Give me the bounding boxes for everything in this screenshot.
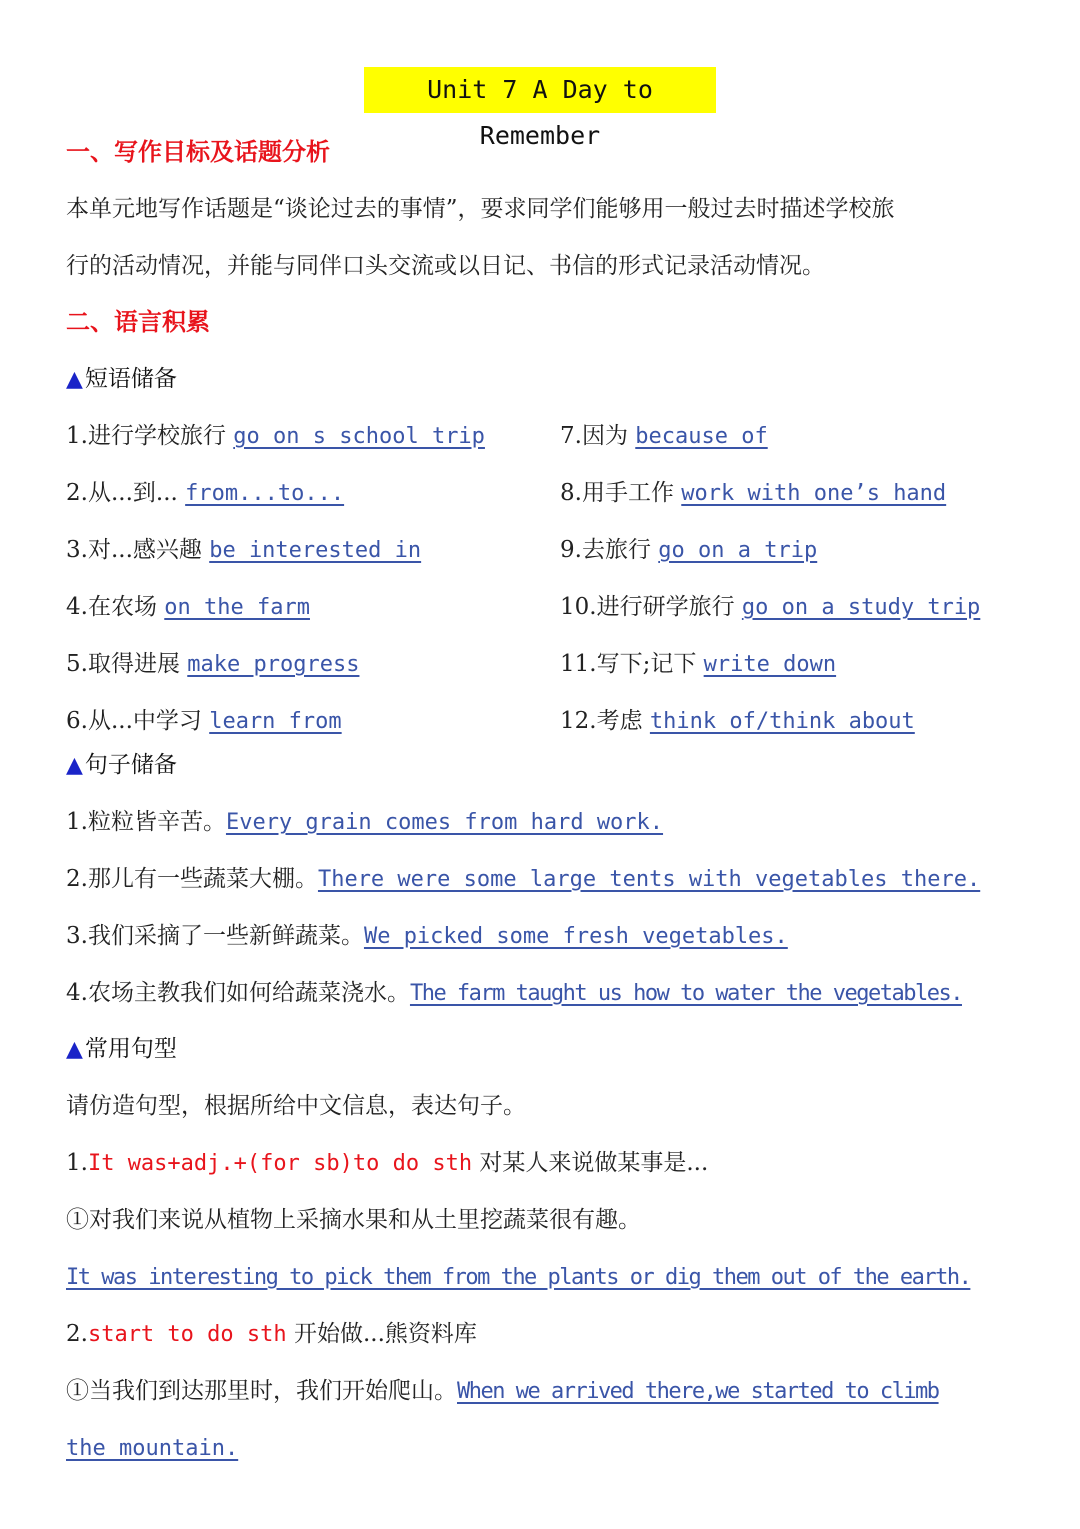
pattern-number: 2. [66, 1321, 88, 1347]
sentence-number: 4. [66, 980, 88, 1006]
phrase-item [66, 421, 485, 452]
sentence-english: Every grain comes from hard work. [225, 810, 664, 835]
pattern-formula: start to do sth [87, 1322, 287, 1347]
pattern-example [66, 1376, 939, 1407]
phrase-item [66, 592, 310, 623]
triangle-bullet-icon: ▲ [66, 1037, 83, 1062]
phrase-english: learn from [209, 709, 342, 734]
section2-heading: 二、语言积累 [66, 307, 210, 336]
pattern-meaning: 开始做...熊资料库 [293, 1321, 477, 1347]
section1-heading: 一、写作目标及话题分析 [66, 137, 330, 166]
sentence-english: The farm taught us how to water the vegetables. [409, 981, 962, 1006]
sentences-title [66, 750, 177, 781]
phrase-english: on the farm [164, 595, 310, 620]
phrase-english: write down [703, 652, 837, 677]
phrase-english: go on a trip [658, 538, 818, 563]
phrase-number: 1. [66, 423, 88, 449]
sentence-item [66, 978, 962, 1009]
phrase-item [66, 649, 359, 680]
phrase-chinese: 考虑 [596, 708, 643, 734]
phrase-number: 8. [560, 480, 582, 506]
pattern-example-english: When we arrived there,we started to climb [457, 1379, 939, 1404]
phrase-english: work with one’s hand [681, 481, 947, 506]
phrase-chinese: 从...到... [87, 480, 178, 506]
sentence-chinese: 农场主教我们如何给蔬菜浇水。 [87, 980, 410, 1006]
phrase-chinese: 从...中学习 [87, 708, 202, 734]
phrase-item [560, 649, 836, 680]
sentence-chinese: 我们采摘了一些新鲜蔬菜。 [87, 923, 364, 949]
phrase-chinese: 对...感兴趣 [87, 537, 202, 563]
phrase-english: because of [635, 424, 768, 449]
sentence-chinese: 那儿有一些蔬菜大棚。 [87, 866, 318, 892]
phrase-english: go on a study trip [741, 595, 981, 620]
phrase-number: 12. [560, 708, 597, 734]
phrase-item [66, 478, 344, 509]
patterns-intro: 请仿造句型，根据所给中文信息，表达句子。 [66, 1093, 526, 1119]
phrase-item [66, 535, 421, 566]
pattern-example-continuation [66, 1433, 238, 1464]
phrase-english: go on s school trip [233, 424, 485, 449]
page-title: Unit 7 A Day to Remember [364, 67, 716, 113]
phrase-chinese: 在农场 [87, 594, 157, 620]
sentence-number: 2. [66, 866, 88, 892]
phrase-chinese: 去旅行 [581, 537, 651, 563]
pattern-meaning: 对某人来说做某事是... [479, 1150, 709, 1176]
phrase-chinese: 进行研学旅行 [596, 594, 735, 620]
phrase-item [560, 706, 915, 737]
phrase-number: 10. [560, 594, 597, 620]
sentence-chinese: 粒粒皆辛苦。 [87, 809, 226, 835]
pattern-example-chinese: ①当我们到达那里时，我们开始爬山。 [66, 1378, 457, 1404]
phrase-item [66, 706, 342, 737]
sentence-item [66, 807, 663, 838]
section1-paragraph-line2: 行的活动情况，并能与同伴口头交流或以日记、书信的形式记录活动情况。 [66, 253, 825, 279]
pattern-example-english-text: It was interesting to pick them from the plants or dig them out of the earth. [66, 1265, 971, 1290]
triangle-bullet-icon: ▲ [66, 753, 83, 778]
sentence-english: There were some large tents with vegetables there. [317, 867, 981, 892]
sentence-number: 3. [66, 923, 88, 949]
sentence-english: We picked some fresh vegetables. [363, 924, 788, 949]
sentence-item [66, 864, 980, 895]
phrase-english: make progress [187, 652, 360, 677]
pattern-example-english: the mountain. [66, 1436, 239, 1461]
pattern-example-english [66, 1262, 970, 1293]
pattern-item [66, 1319, 477, 1350]
phrase-chinese: 取得进展 [87, 651, 180, 677]
phrase-chinese: 写下;记下 [596, 651, 697, 677]
phrases-title [66, 364, 177, 395]
phrase-english: think of/think about [649, 709, 915, 734]
phrase-chinese: 进行学校旅行 [87, 423, 226, 449]
phrase-english: from...to... [185, 481, 345, 506]
pattern-item [66, 1148, 708, 1179]
patterns-title-text: 常用句型 [84, 1036, 177, 1062]
pattern-formula: It was+adj.+(for sb)to do sth [87, 1151, 473, 1176]
patterns-title [66, 1034, 177, 1065]
phrase-number: 5. [66, 651, 88, 677]
phrase-number: 11. [560, 651, 597, 677]
triangle-bullet-icon: ▲ [66, 367, 83, 392]
sentence-item [66, 921, 788, 952]
phrases-title-text: 短语储备 [84, 366, 177, 392]
sentence-number: 1. [66, 809, 88, 835]
phrase-item [560, 478, 946, 509]
phrase-english: be interested in [209, 538, 422, 563]
pattern-number: 1. [66, 1150, 88, 1176]
section1-paragraph-line1: 本单元地写作话题是“谈论过去的事情”，要求同学们能够用一般过去时描述学校旅 [66, 196, 895, 222]
phrase-item [560, 592, 980, 623]
phrase-chinese: 因为 [581, 423, 628, 449]
phrase-number: 2. [66, 480, 88, 506]
phrase-number: 9. [560, 537, 582, 563]
phrase-number: 6. [66, 708, 88, 734]
phrase-number: 3. [66, 537, 88, 563]
phrase-item [560, 535, 817, 566]
phrase-number: 7. [560, 423, 582, 449]
phrase-item [560, 421, 768, 452]
sentences-title-text: 句子储备 [84, 752, 177, 778]
phrase-chinese: 用手工作 [581, 480, 674, 506]
phrase-number: 4. [66, 594, 88, 620]
pattern-example-chinese: ①对我们来说从植物上采摘水果和从土里挖蔬菜很有趣。 [66, 1207, 641, 1233]
